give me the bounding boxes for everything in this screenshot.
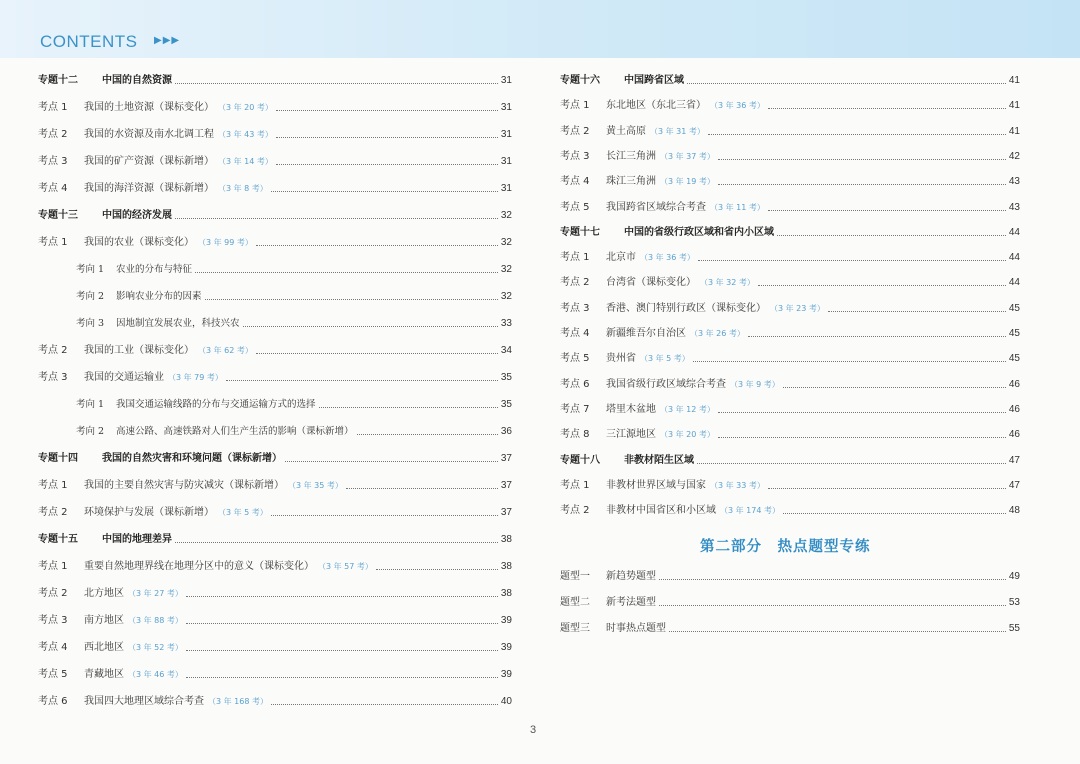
toc-title: 中国的自然资源	[102, 75, 172, 86]
toc-title: 珠江三角洲	[606, 176, 656, 188]
dot-leader	[226, 379, 498, 381]
toc-frequency-note: （3 年 27 考）	[128, 589, 183, 598]
dot-leader	[285, 460, 498, 462]
toc-frequency-note: （3 年 99 考）	[198, 238, 253, 247]
toc-title: 北京市	[606, 252, 636, 264]
toc-frequency-note: （3 年 36 考）	[640, 253, 695, 263]
toc-frequency-note: （3 年 168 考）	[208, 697, 268, 706]
toc-frequency-note: （3 年 20 考）	[660, 430, 715, 440]
toc-page-number: 38	[500, 588, 512, 599]
dot-leader	[186, 622, 498, 624]
toc-tag: 考向 2	[76, 426, 105, 437]
dot-leader	[708, 133, 1006, 135]
toc-title: 农业的分布与特征	[116, 264, 193, 275]
toc-page-number: 31	[500, 156, 512, 167]
toc-title: 我国的农业（课标变化）	[84, 237, 194, 248]
toc-page-number: 31	[500, 183, 512, 194]
toc-page-number: 45	[1008, 328, 1020, 339]
toc-item[interactable]	[560, 173, 1020, 191]
toc-tag: 题型一	[560, 571, 590, 582]
toc-title: 黄土高原	[606, 125, 646, 137]
toc-title: 我国的土地资源（课标变化）	[84, 102, 214, 113]
toc-page-number: 32	[500, 264, 512, 275]
toc-page-number: 48	[1008, 505, 1020, 517]
dot-leader	[346, 487, 498, 489]
toc-tag: 考点 1	[560, 479, 590, 491]
toc-frequency-note: （3 年 11 考）	[710, 202, 765, 212]
toc-page-number: 39	[500, 642, 512, 653]
toc-item[interactable]	[38, 693, 512, 711]
toc-page-number: 47	[1008, 454, 1020, 466]
toc-tag: 考点 3	[560, 302, 590, 314]
toc-tag: 考点 5	[560, 201, 590, 213]
toc-tag: 考点 4	[560, 176, 590, 188]
toc-title: 我国的海洋资源（课标新增）	[84, 183, 214, 194]
toc-page-number: 32	[500, 291, 512, 302]
toc-page-number: 43	[1008, 201, 1020, 213]
toc-frequency-note: （3 年 26 考）	[690, 329, 745, 338]
toc-page-number: 34	[500, 345, 512, 356]
toc-tag: 考点 1	[38, 561, 68, 572]
toc-tag: 专题十八	[560, 454, 600, 466]
toc-item[interactable]	[38, 612, 512, 630]
toc-subitem[interactable]	[38, 261, 512, 279]
dot-leader	[319, 406, 498, 408]
toc-tag: 专题十三	[38, 210, 78, 221]
toc-page-number: 35	[500, 399, 512, 410]
toc-tag: 专题十六	[560, 75, 600, 86]
dot-leader	[271, 703, 498, 705]
toc-tag: 考向 1	[76, 264, 105, 275]
toc-page-number: 44	[1008, 277, 1020, 289]
toc-tag: 考点 2	[560, 125, 590, 137]
toc-item[interactable]	[38, 369, 512, 387]
toc-frequency-note: （3 年 88 考）	[128, 616, 183, 625]
toc-tag: 考点 7	[560, 403, 590, 415]
toc-frequency-note: （3 年 5 考）	[218, 508, 268, 517]
toc-item[interactable]	[560, 502, 1020, 520]
toc-page-number: 32	[500, 237, 512, 248]
toc-title: 时事热点题型	[606, 623, 666, 634]
dot-leader	[718, 183, 1006, 185]
toc-item[interactable]	[560, 477, 1020, 495]
toc-item[interactable]	[38, 126, 512, 144]
toc-title: 中国的经济发展	[102, 210, 172, 221]
toc-title: 中国的地理差异	[102, 534, 172, 545]
dot-leader	[748, 335, 1006, 337]
toc-tag: 题型三	[560, 623, 590, 634]
dot-leader	[783, 512, 1006, 514]
toc-tag: 考向 3	[76, 318, 105, 329]
toc-tag: 考点 2	[38, 129, 68, 140]
toc-tag: 题型二	[560, 597, 590, 608]
toc-title: 我国的矿产资源（课标新增）	[84, 156, 214, 167]
dot-leader	[783, 386, 1006, 388]
toc-tag: 考点 1	[38, 237, 68, 248]
dot-leader	[718, 436, 1006, 438]
toc-frequency-note: （3 年 23 考）	[770, 303, 825, 313]
toc-title: 三江源地区	[606, 429, 656, 441]
toc-page-number: 41	[1008, 125, 1020, 137]
toc-item[interactable]	[38, 639, 512, 657]
toc-title: 台湾省（课标变化）	[606, 277, 696, 289]
toc-page-number: 45	[1008, 302, 1020, 314]
toc-topic-heading[interactable]	[38, 72, 512, 90]
dot-leader	[256, 352, 498, 354]
toc-title: 环境保护与发展（课标新增）	[84, 507, 214, 518]
toc-item[interactable]	[38, 585, 512, 603]
toc-title: 香港、澳门特别行政区（课标变化）	[606, 302, 766, 314]
toc-title: 非教材世界区域与国家	[606, 479, 706, 491]
dot-leader	[777, 234, 1006, 236]
toc-tag: 考点 1	[560, 100, 590, 112]
toc-tag: 考点 2	[560, 505, 590, 517]
toc-page-number: 41	[1008, 75, 1020, 86]
toc-topic-heading[interactable]	[38, 207, 512, 225]
toc-page-number: 31	[500, 129, 512, 140]
toc-page-number: 38	[500, 534, 512, 545]
dot-leader	[768, 487, 1006, 489]
toc-title: 塔里木盆地	[606, 403, 656, 415]
toc-frequency-note: （3 年 12 考）	[660, 404, 715, 414]
dot-leader	[175, 82, 498, 84]
toc-page-number: 46	[1008, 429, 1020, 441]
toc-tag: 考点 2	[38, 507, 68, 518]
toc-page-number: 47	[1008, 479, 1020, 491]
toc-tag: 考点 2	[560, 277, 590, 289]
toc-page-number: 43	[1008, 176, 1020, 188]
toc-item[interactable]	[38, 477, 512, 495]
toc-frequency-note: （3 年 19 考）	[660, 177, 715, 187]
toc-page-number: 31	[500, 102, 512, 113]
toc-title: 我国交通运输线路的分布与交通运输方式的选择	[116, 399, 316, 410]
toc-tag: 考点 6	[38, 696, 68, 707]
toc-page-number: 31	[500, 75, 512, 86]
toc-item[interactable]	[560, 620, 1020, 638]
toc-item[interactable]	[560, 325, 1020, 343]
part-two-heading: 第二部分 热点题型专练	[700, 539, 871, 555]
toc-page-number: 37	[500, 507, 512, 518]
toc-topic-heading[interactable]	[38, 531, 512, 549]
dot-leader	[271, 190, 498, 192]
dot-leader	[693, 360, 1006, 362]
toc-tag: 考点 3	[38, 372, 68, 383]
toc-frequency-note: （3 年 20 考）	[218, 103, 273, 112]
toc-page-number: 44	[1008, 252, 1020, 264]
toc-page-number: 36	[500, 426, 512, 437]
toc-tag: 考点 8	[560, 429, 590, 441]
toc-page-number: 46	[1008, 403, 1020, 415]
toc-title: 青藏地区	[84, 669, 124, 680]
dot-leader	[205, 298, 498, 300]
toc-topic-heading[interactable]	[38, 450, 512, 468]
toc-title: 我国的交通运输业	[84, 372, 164, 383]
dot-leader	[271, 514, 498, 516]
dot-leader	[175, 217, 498, 219]
toc-item[interactable]	[38, 153, 512, 171]
toc-title: 南方地区	[84, 615, 124, 626]
toc-title: 重要自然地理界线在地理分区中的意义（课标变化）	[84, 561, 314, 572]
toc-item[interactable]	[560, 568, 1020, 586]
dot-leader	[357, 433, 498, 435]
toc-frequency-note: （3 年 43 考）	[218, 130, 273, 139]
dot-leader	[186, 595, 498, 597]
toc-page-number: 33	[500, 318, 512, 329]
toc-page-number: 49	[1008, 571, 1020, 582]
toc-tag: 考点 4	[560, 328, 590, 339]
toc-title: 我国的主要自然灾害与防灾减灾（课标新增）	[84, 480, 284, 491]
dot-leader	[768, 107, 1006, 109]
dot-leader	[659, 578, 1006, 580]
toc-tag: 考点 5	[560, 353, 590, 365]
toc-tag: 考点 4	[38, 183, 68, 194]
toc-title: 我国四大地理区域综合考查	[84, 696, 204, 707]
header-band	[0, 0, 1080, 58]
toc-item[interactable]	[38, 504, 512, 522]
toc-page-number: 39	[500, 615, 512, 626]
toc-title: 我国省级行政区域综合考查	[606, 378, 726, 390]
toc-tag: 考点 1	[38, 480, 68, 491]
toc-item[interactable]	[560, 249, 1020, 267]
toc-item[interactable]	[560, 274, 1020, 292]
toc-item[interactable]	[560, 401, 1020, 419]
toc-tag: 专题十五	[38, 534, 78, 545]
toc-tag: 考向 2	[76, 291, 105, 302]
toc-frequency-note: （3 年 31 考）	[650, 126, 705, 136]
toc-page-number: 32	[500, 210, 512, 221]
toc-page-number: 41	[1008, 100, 1020, 112]
toc-title: 新考法题型	[606, 597, 656, 608]
toc-title: 非教材中国省区和小区域	[606, 505, 716, 517]
page-number: 3	[530, 724, 537, 736]
toc-frequency-note: （3 年 79 考）	[168, 373, 223, 382]
toc-frequency-note: （3 年 35 考）	[288, 481, 343, 490]
toc-title: 非教材陌生区域	[624, 454, 694, 466]
toc-subitem[interactable]	[38, 288, 512, 306]
dot-leader	[195, 271, 498, 273]
toc-item[interactable]	[560, 199, 1020, 217]
toc-title: 西北地区	[84, 642, 124, 653]
toc-page-number: 46	[1008, 378, 1020, 390]
toc-item[interactable]	[560, 123, 1020, 141]
toc-frequency-note: （3 年 5 考）	[640, 354, 690, 364]
dot-leader	[768, 209, 1006, 211]
toc-page-number: 40	[500, 696, 512, 707]
toc-title: 我国的工业（课标变化）	[84, 345, 194, 356]
toc-item[interactable]	[38, 99, 512, 117]
toc-subitem[interactable]	[38, 315, 512, 333]
dot-leader	[276, 109, 498, 111]
toc-tag: 专题十二	[38, 75, 78, 86]
toc-frequency-note: （3 年 32 考）	[700, 278, 755, 288]
dot-leader	[718, 158, 1006, 160]
toc-title: 新趋势题型	[606, 571, 656, 582]
toc-tag: 考点 3	[38, 156, 68, 167]
toc-page-number: 39	[500, 669, 512, 680]
toc-title: 贵州省	[606, 353, 636, 365]
toc-frequency-note: （3 年 52 考）	[128, 643, 183, 652]
dot-leader	[376, 568, 498, 570]
toc-tag: 专题十七	[560, 226, 600, 238]
toc-topic-heading[interactable]	[560, 224, 1020, 242]
toc-page-number: 37	[500, 480, 512, 491]
toc-tag: 考向 1	[76, 399, 105, 410]
toc-frequency-note: （3 年 33 考）	[710, 480, 765, 490]
toc-page-number: 55	[1008, 623, 1020, 634]
toc-frequency-note: （3 年 9 考）	[730, 379, 780, 389]
toc-page-number: 44	[1008, 226, 1020, 238]
contents-title: CONTENTS	[40, 32, 138, 51]
dot-leader	[659, 604, 1006, 606]
toc-title: 我国的自然灾害和环境问题（课标新增）	[102, 453, 282, 464]
dot-leader	[276, 163, 498, 165]
toc-frequency-note: （3 年 57 考）	[318, 562, 373, 571]
toc-item[interactable]	[560, 300, 1020, 318]
toc-topic-heading[interactable]	[560, 452, 1020, 470]
dot-leader	[718, 411, 1006, 413]
toc-page-number: 42	[1008, 150, 1020, 162]
toc-frequency-note: （3 年 174 考）	[720, 506, 780, 516]
toc-tag: 考点 1	[38, 102, 68, 113]
toc-frequency-note: （3 年 62 考）	[198, 346, 253, 355]
toc-item[interactable]	[560, 350, 1020, 368]
dot-leader	[698, 259, 1006, 261]
dot-leader	[758, 284, 1006, 286]
toc-page-number: 38	[500, 561, 512, 572]
toc-tag: 考点 5	[38, 669, 68, 680]
toc-tag: 考点 6	[560, 378, 590, 390]
toc-tag: 专题十四	[38, 453, 78, 464]
dot-leader	[828, 310, 1006, 312]
toc-item[interactable]	[560, 426, 1020, 444]
toc-title: 我国跨省区域综合考查	[606, 201, 706, 213]
toc-title: 我国的水资源及南水北调工程	[84, 129, 214, 140]
dot-leader	[243, 325, 498, 327]
toc-item[interactable]	[38, 342, 512, 360]
dot-leader	[256, 244, 498, 246]
toc-item[interactable]	[560, 594, 1020, 612]
dot-leader	[669, 630, 1006, 632]
toc-item[interactable]	[560, 148, 1020, 166]
toc-tag: 考点 1	[560, 252, 590, 264]
toc-title: 影响农业分布的因素	[116, 291, 202, 302]
toc-title: 长江三角洲	[606, 150, 656, 162]
toc-subitem[interactable]	[38, 423, 512, 441]
dot-leader	[175, 541, 498, 543]
toc-item[interactable]	[38, 234, 512, 252]
toc-tag: 考点 2	[38, 345, 68, 356]
toc-item[interactable]	[560, 376, 1020, 394]
toc-tag: 考点 4	[38, 642, 68, 653]
toc-topic-heading[interactable]	[560, 72, 1020, 90]
toc-title: 东北地区（东北三省）	[606, 100, 706, 112]
toc-item[interactable]	[38, 180, 512, 198]
dot-leader	[697, 462, 1006, 464]
dot-leader	[276, 136, 498, 138]
toc-page-number: 35	[500, 372, 512, 383]
toc-page-number: 45	[1008, 353, 1020, 365]
toc-title: 新疆维吾尔自治区	[606, 328, 686, 339]
toc-title: 中国的省级行政区域和省内小区域	[624, 226, 774, 238]
toc-frequency-note: （3 年 36 考）	[710, 101, 765, 111]
toc-title: 北方地区	[84, 588, 124, 599]
toc-frequency-note: （3 年 14 考）	[218, 157, 273, 166]
toc-frequency-note: （3 年 46 考）	[128, 670, 183, 679]
toc-item[interactable]	[38, 558, 512, 576]
toc-page-number: 53	[1008, 597, 1020, 608]
toc-tag: 考点 2	[38, 588, 68, 599]
toc-title: 高速公路、高速铁路对人们生产生活的影响（课标新增）	[116, 426, 354, 437]
dot-leader	[687, 82, 1006, 84]
toc-tag: 考点 3	[560, 150, 590, 162]
dot-leader	[186, 676, 498, 678]
triple-arrow-icon: ▶▶▶	[154, 35, 181, 46]
toc-title: 因地制宜发展农业，科技兴农	[116, 318, 240, 329]
toc-item[interactable]	[38, 666, 512, 684]
toc-subitem[interactable]	[38, 396, 512, 414]
toc-tag: 考点 3	[38, 615, 68, 626]
toc-frequency-note: （3 年 37 考）	[660, 151, 715, 161]
toc-title: 中国跨省区域	[624, 75, 684, 86]
toc-frequency-note: （3 年 8 考）	[218, 184, 268, 193]
toc-item[interactable]	[560, 97, 1020, 115]
dot-leader	[186, 649, 498, 651]
toc-page-number: 37	[500, 453, 512, 464]
